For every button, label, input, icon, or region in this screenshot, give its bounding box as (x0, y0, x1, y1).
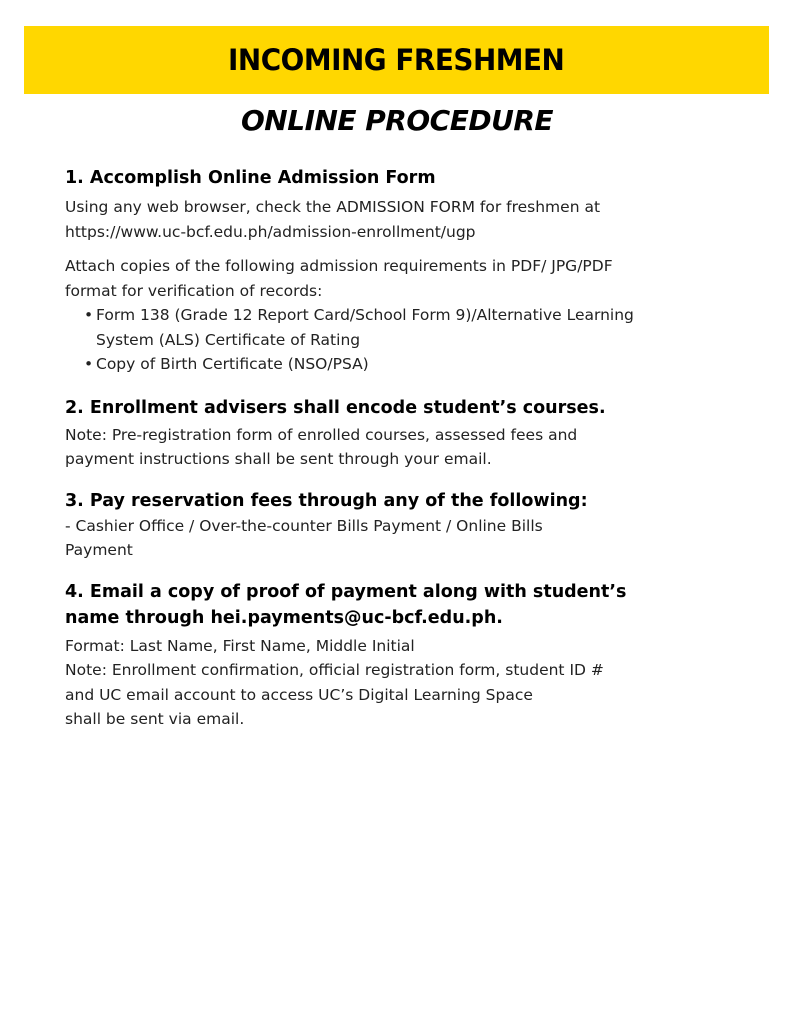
list-item (84, 352, 755, 377)
step-1-instructions-line: Using any web browser, check the ADMISSION FORM for freshmen at (65, 198, 601, 216)
page-subtitle: ONLINE PROCEDURE (240, 104, 554, 137)
step-1-requirements-intro (65, 254, 755, 303)
step-4-format: Format: Last Name, First Name, Middle Initial (65, 636, 415, 655)
step-1-instructions (65, 195, 755, 244)
step-2-note (65, 423, 755, 472)
procedure-steps (65, 165, 755, 732)
admission-form-url: https://www.uc-bcf.edu.ph/admission-enrollment/ugp (65, 222, 476, 241)
step-4-note-line: Note: Enrollment confirmation, official registration form, student ID # (65, 661, 604, 679)
step-4-heading-line: name through hei.payments@uc-bcf.edu.ph. (65, 607, 503, 628)
list-item (84, 303, 755, 352)
step-4-note-line: shall be sent via email. (65, 710, 245, 728)
step-1-requirements-line: format for verification of records: (65, 281, 323, 300)
step-3-payment-line: - Cashier Office / Over-the-counter Bills Payment / Online Bills (65, 516, 543, 535)
list-item-line: • Form 138 (Grade 12 Report Card/School Form 9)/Alternative Learning (96, 306, 634, 324)
step-4 (65, 579, 755, 732)
step-3-payment-line: Payment (65, 541, 133, 559)
step-2 (65, 395, 755, 472)
step-3 (65, 488, 755, 563)
step-2-heading: 2. Enrollment advisers shall encode student’s courses. (65, 397, 606, 418)
list-item-line: System (ALS) Certificate of Rating (96, 330, 361, 349)
title-banner (24, 26, 769, 94)
step-2-note-line: payment instructions shall be sent through your email. (65, 450, 492, 468)
step-1-heading: 1. Accomplish Online Admission Form (65, 168, 436, 188)
step-4-details (65, 634, 755, 732)
step-1-requirements-line: Attach copies of the following admission requirements in PDF/ JPG/PDF (65, 257, 613, 275)
step-4-heading (65, 579, 755, 631)
step-1 (65, 165, 755, 377)
step-3-heading: 3. Pay reservation fees through any of the following: (65, 490, 588, 511)
list-item-line: • Copy of Birth Certificate (NSO/PSA) (96, 355, 369, 373)
step-3-payment-options (65, 514, 755, 563)
step-4-note-line: and UC email account to access UC’s Digital Learning Space (65, 685, 533, 704)
step-2-note-line: Note: Pre-registration form of enrolled courses, assessed fees and (65, 425, 578, 444)
step-4-heading-line: 4. Email a copy of proof of payment along with student’s (65, 581, 627, 602)
page-title: INCOMING FRESHMEN (228, 43, 565, 77)
requirements-list (65, 303, 755, 377)
